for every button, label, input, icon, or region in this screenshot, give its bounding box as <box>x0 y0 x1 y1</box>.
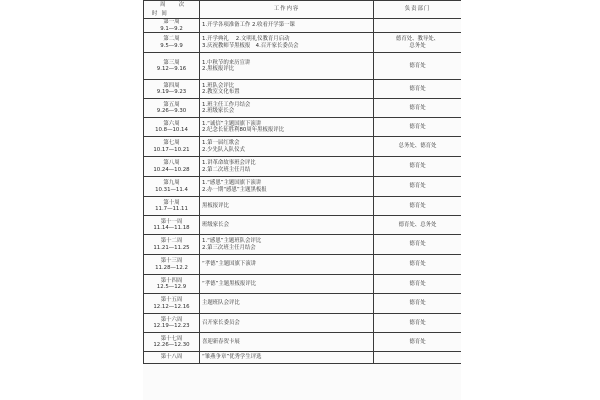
week-label: 第十八周 <box>160 354 183 361</box>
header-week-label: 周 次 <box>160 2 189 8</box>
task-line: 2.班级家长会 <box>202 108 235 114</box>
week-cell <box>144 255 200 275</box>
department-line: 德育处 <box>409 261 426 268</box>
department-cell <box>374 157 462 177</box>
work-content-cell <box>200 197 374 216</box>
department-line: 德育处 <box>409 183 426 190</box>
week-cell <box>144 235 200 255</box>
week-label: 第十七周 <box>160 335 183 342</box>
work-content-cell <box>200 235 374 255</box>
week-cell <box>144 333 200 352</box>
task-line: 2.黑板报评比 <box>202 66 235 72</box>
week-label: 第十一周 <box>160 218 183 225</box>
week-label: 第五周 <box>163 101 180 108</box>
week-dates: 10.24—10.28 <box>153 166 190 173</box>
work-content-cell <box>200 294 374 314</box>
work-content-cell <box>200 157 374 177</box>
department-line: 德育处 <box>409 319 426 326</box>
header-week-time <box>144 1 200 19</box>
department-cell <box>374 352 462 364</box>
schedule-document <box>143 0 461 400</box>
task-line: 1.第一届红歌会 <box>202 140 240 147</box>
department-line: 德育处 <box>409 280 426 287</box>
department-line: 德育处 <box>409 104 426 111</box>
task-line: 黑板报评比 <box>202 202 229 209</box>
task-line: “孝德”主题黑板报评比 <box>202 280 257 287</box>
table-row <box>144 19 462 33</box>
department-line: 德育处 <box>409 123 426 130</box>
week-label: 第九周 <box>163 180 180 187</box>
week-dates: 9.1—9.2 <box>160 25 183 32</box>
week-label: 第十周 <box>163 199 180 206</box>
task-line: 2.第三次班主任月结会 <box>202 244 256 251</box>
week-label: 第四周 <box>163 82 180 89</box>
table-row <box>144 53 462 80</box>
week-dates: 9.26—9.30 <box>156 108 187 114</box>
table-header-row <box>144 1 462 19</box>
work-content-cell <box>200 80 374 99</box>
work-content-cell <box>200 275 374 294</box>
department-cell <box>374 197 462 216</box>
department-cell <box>374 216 462 235</box>
week-dates: 12.5—12.9 <box>156 284 187 290</box>
week-dates: 11.28—12.2 <box>155 264 188 271</box>
work-content-cell <box>200 53 374 80</box>
task-line: 1.班主任工作月结会 <box>202 101 251 108</box>
week-cell <box>144 177 200 197</box>
task-line: “雏燕争章”优秀学生评选 <box>202 354 262 361</box>
week-dates: 11.14—11.18 <box>153 225 190 231</box>
table-row <box>144 118 462 137</box>
department-cell <box>374 118 462 137</box>
department-line: 德育处 <box>409 202 426 209</box>
table-row <box>144 294 462 314</box>
task-line: 1.开学典礼 2.文明礼仪教育月启动 <box>202 36 290 43</box>
table-row <box>144 99 462 118</box>
week-label: 第十四周 <box>160 277 183 284</box>
department-cell <box>374 177 462 197</box>
task-line: 召开家长委员会 <box>202 319 240 326</box>
task-line: 1.“诚信”主题国旗下演讲 <box>202 120 262 127</box>
table-row <box>144 33 462 53</box>
week-label: 第八周 <box>163 160 180 167</box>
department-line: 德育处、教导处、 <box>395 36 440 43</box>
week-dates: 10.8—10.14 <box>155 127 188 133</box>
week-cell <box>144 53 200 80</box>
department-line: 德育处 <box>409 338 426 345</box>
department-cell <box>374 137 462 157</box>
work-content-cell <box>200 177 374 197</box>
table-row <box>144 255 462 275</box>
task-line: 班级家长会 <box>202 221 229 228</box>
department-line: 德育处、总务处 <box>398 221 437 228</box>
task-line: 2.教室文化布置 <box>202 89 240 95</box>
week-cell <box>144 216 200 235</box>
week-label: 第十五周 <box>160 297 183 304</box>
table-row <box>144 177 462 197</box>
week-cell <box>144 137 200 157</box>
department-line: 总务处、德育处 <box>398 143 437 150</box>
department-line: 德育处 <box>409 241 426 248</box>
work-content-cell <box>200 333 374 352</box>
week-dates: 9.5—9.9 <box>160 42 183 49</box>
week-cell <box>144 33 200 53</box>
week-dates: 12.12—12.16 <box>153 303 190 310</box>
department-cell <box>374 80 462 99</box>
week-cell <box>144 352 200 364</box>
table-row <box>144 137 462 157</box>
week-cell <box>144 157 200 177</box>
task-line: 喜迎新春贺卡展 <box>202 338 240 345</box>
department-line: 总务处 <box>409 42 426 49</box>
department-line: 德育处 <box>409 62 426 69</box>
week-dates: 12.19—12.23 <box>153 323 190 329</box>
task-line: 1.中秋节的来历宣讲 <box>202 59 251 66</box>
task-line: “孝德”主题国旗下演讲 <box>202 261 257 268</box>
department-line: 德育处 <box>409 300 426 307</box>
week-label: 第十三周 <box>160 258 183 265</box>
department-line: 德育处 <box>409 163 426 170</box>
week-dates: 11.7—11.11 <box>155 206 188 212</box>
week-label: 第七周 <box>163 140 180 147</box>
week-label: 第二周 <box>163 36 180 43</box>
week-dates: 10.17—10.21 <box>153 146 190 153</box>
header-department: 负责部门 <box>374 1 462 19</box>
work-content-cell <box>200 314 374 333</box>
week-cell <box>144 118 200 137</box>
week-cell <box>144 99 200 118</box>
table-row <box>144 352 462 364</box>
department-cell <box>374 333 462 352</box>
week-cell <box>144 314 200 333</box>
week-label: 第一周 <box>163 19 180 26</box>
work-content-cell <box>200 33 374 53</box>
week-dates: 9.19—9.23 <box>156 89 187 95</box>
task-line: 3.庆祝教师节黑板报 4.召开家长委员会 <box>202 42 299 49</box>
department-cell <box>374 255 462 275</box>
week-dates: 10.31—11.4 <box>155 186 188 193</box>
work-content-cell <box>200 352 374 364</box>
header-time-label: 时间 <box>152 11 171 17</box>
work-content-cell <box>200 255 374 275</box>
week-cell <box>144 294 200 314</box>
table-row <box>144 314 462 333</box>
task-line: 2.纪念长征胜利80周年黑板报评比 <box>202 127 285 133</box>
department-cell <box>374 235 462 255</box>
department-cell <box>374 33 462 53</box>
schedule-table <box>143 0 461 364</box>
week-cell <box>144 275 200 294</box>
department-cell <box>374 294 462 314</box>
department-cell <box>374 275 462 294</box>
department-cell <box>374 314 462 333</box>
week-label: 第十六周 <box>160 316 183 323</box>
week-cell <box>144 197 200 216</box>
table-row <box>144 235 462 255</box>
header-work-content: 工作内容 <box>200 1 374 19</box>
week-cell <box>144 19 200 33</box>
department-line: 德育处 <box>409 85 426 92</box>
week-dates: 12.26—12.30 <box>153 342 190 348</box>
task-line: 1.讲革命故事班会评比 <box>202 160 256 167</box>
table-row <box>144 275 462 294</box>
table-row <box>144 197 462 216</box>
work-content-cell <box>200 118 374 137</box>
table-row <box>144 216 462 235</box>
week-dates: 9.12—9.16 <box>156 66 187 72</box>
week-cell <box>144 80 200 99</box>
task-line: 1.开学各项准备工作 2.收看开学第一课 <box>202 22 295 29</box>
task-line: 主题班队会评比 <box>202 300 240 307</box>
table-row <box>144 333 462 352</box>
department-cell <box>374 99 462 118</box>
task-line: 2.办一期“感恩”主题黑板报 <box>202 186 267 193</box>
work-content-cell <box>200 19 374 33</box>
table-row <box>144 157 462 177</box>
work-content-cell <box>200 137 374 157</box>
week-label: 第三周 <box>163 59 180 66</box>
task-line: 1.“感恩”主题国旗下演讲 <box>202 180 262 187</box>
week-label: 第十二周 <box>160 238 183 245</box>
week-label: 第六周 <box>163 120 180 127</box>
work-content-cell <box>200 216 374 235</box>
department-cell <box>374 53 462 80</box>
task-line: 2.少先队入队仪式 <box>202 146 245 153</box>
task-line: 1.班队会评比 <box>202 82 235 89</box>
table-row <box>144 80 462 99</box>
task-line: 2.第二次班主任月结 <box>202 166 251 173</box>
week-dates: 11.21—11.25 <box>153 244 190 251</box>
task-line: 1.“感恩”主题班队会评比 <box>202 238 262 245</box>
work-content-cell <box>200 99 374 118</box>
department-cell <box>374 19 462 33</box>
